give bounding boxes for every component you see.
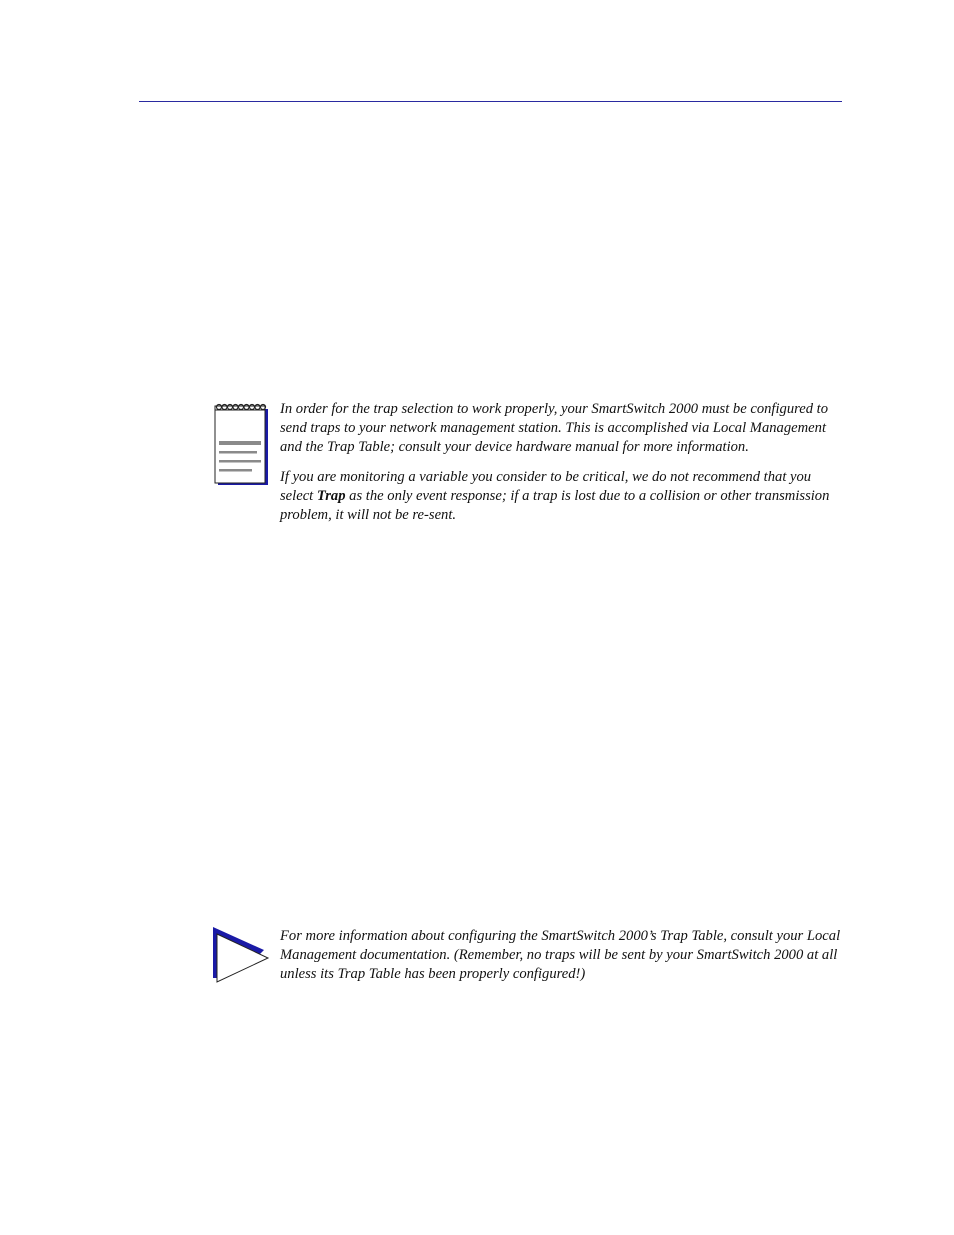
- note-text: [280, 400, 844, 537]
- trap-keyword: Trap: [316, 488, 346, 505]
- note-block-trap-configuration: [212, 400, 844, 550]
- notepad-icon: [212, 400, 270, 492]
- note-text-segment: If you are monitoring a variable you consider to be critical, we do not recommend that you select: [280, 469, 812, 505]
- header-rule: [139, 101, 842, 102]
- note-text: [280, 927, 844, 995]
- note-paragraph-critical-variable: [280, 468, 844, 524]
- note-block-trap-table-reference: [212, 926, 844, 996]
- note-paragraph-trap-setup: In order for the trap selection to work properly, your SmartSwitch 2000 must be configured to send traps to your network management station. This is accomplished via Local Management and the Trap Table; consult your device hardware manual for more information.: [280, 401, 829, 455]
- note-text-segment: as the only event response; if a trap is lost due to a collision or other transmission problem, it will not be re-sent.: [280, 488, 830, 523]
- triangle-pointer-icon: [212, 926, 272, 990]
- note-paragraph-trap-table: For more information about configuring the SmartSwitch 2000’s Trap Table, consult your Local Management documentation. (Remember, no traps will be sent by your SmartSwitch 2000 at all unless its Trap Table has been properly configured!): [280, 928, 841, 982]
